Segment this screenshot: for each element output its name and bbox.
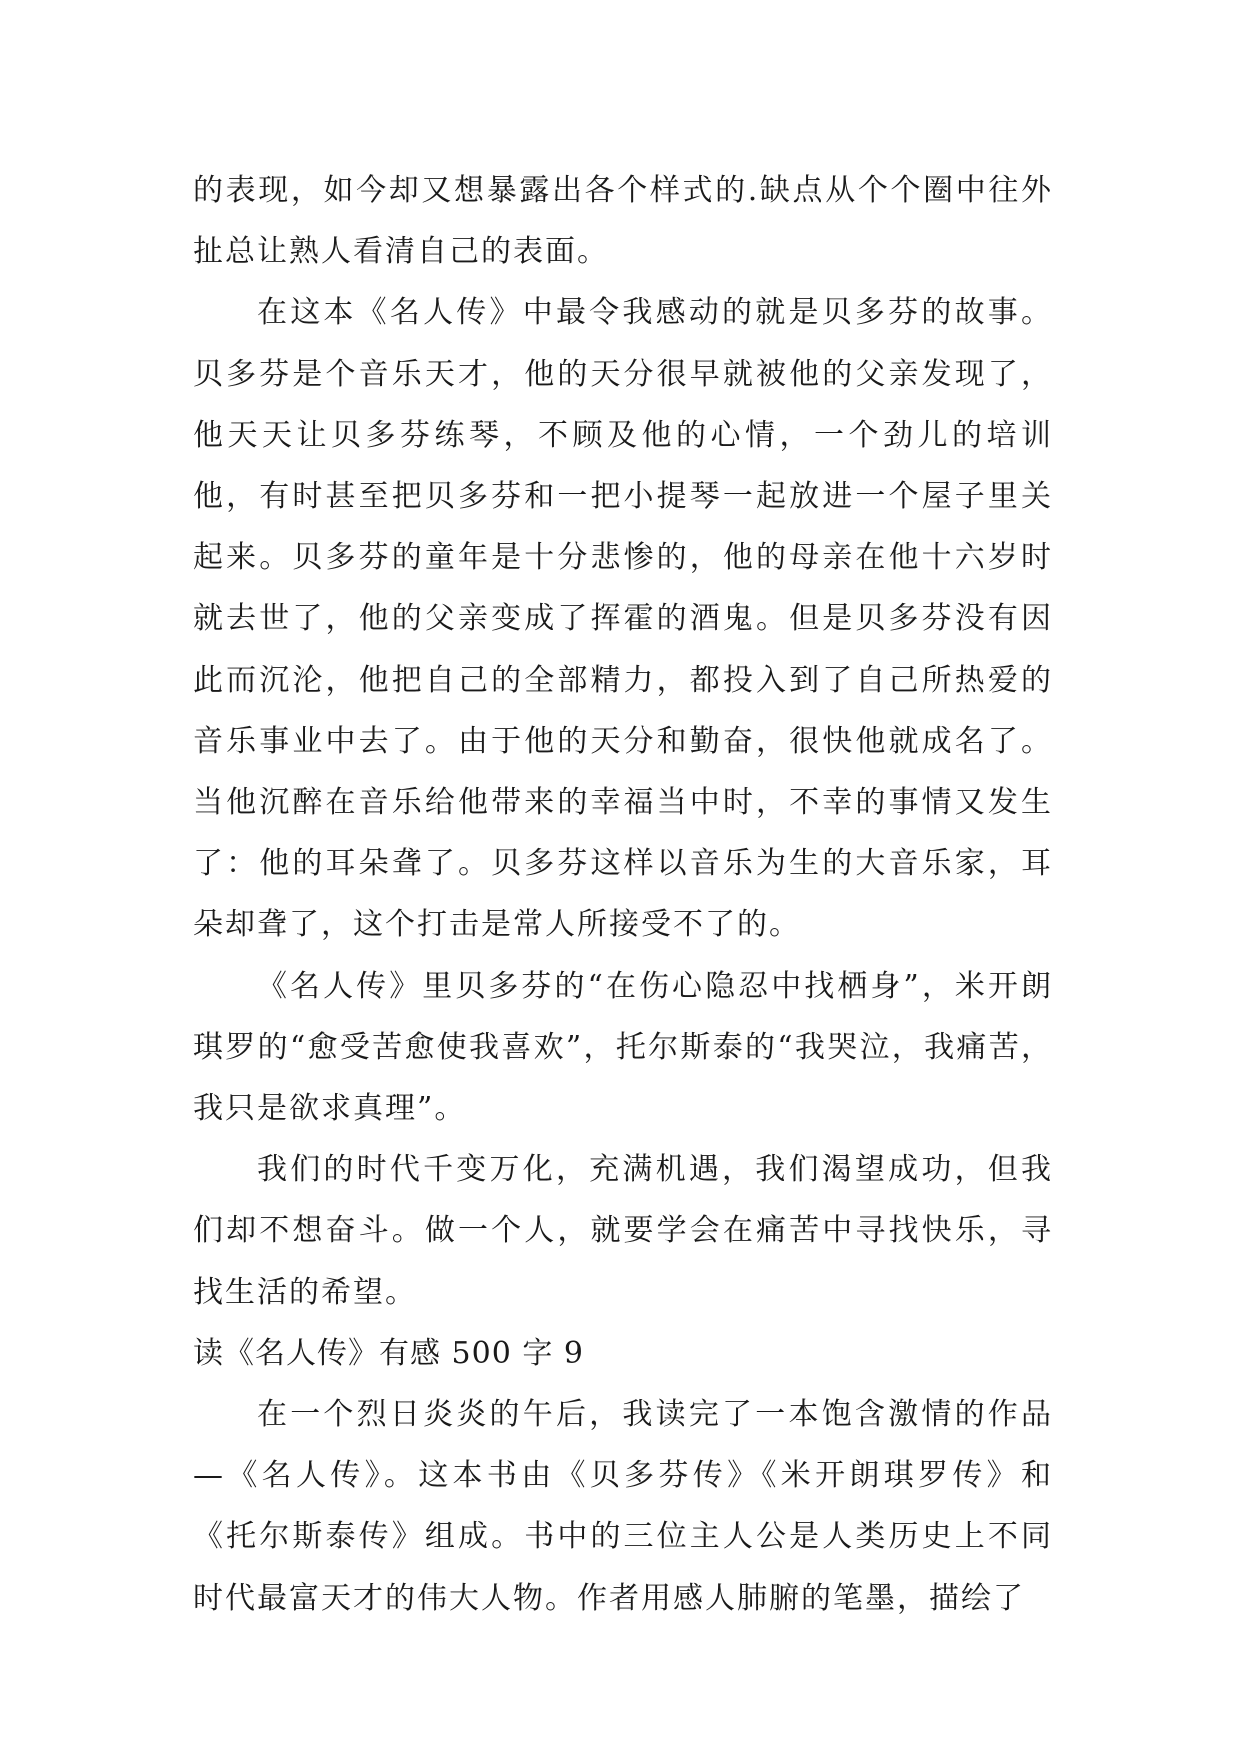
paragraph-quotes: 《名人传》里贝多芬的“在伤心隐忍中找栖身”，米开朗琪罗的“愈受苦愈使我喜欢”，托尔斯泰的“我哭泣，我痛苦，我只是欲求真理”。: [193, 968, 1053, 1127]
paragraph-our-era: 我们的时代千变万化，充满机遇，我们渴望成功，但我们却不想奋斗。做一个人，就要学会在痛苦中寻找快乐，寻找生活的希望。: [193, 1152, 1053, 1310]
paragraph-beethoven: 在这本《名人传》中最令我感动的就是贝多芬的故事。贝多芬是个音乐天才，他的天分很早就被他的父亲发现了，他天天让贝多芬练琴，不顾及他的心情，一个劲儿的培训他，有时甚至把贝多芬和一把小提琴一起放进一个屋子里关起来。贝多芬的童年是十分悲惨的，他的母亲在他十六岁时就去世了，他的父亲变成了挥霍的酒鬼。但是贝多芬没有因此而沉沦，他把自己的全部精力，都投入到了自己所热爱的音乐事业中去了。由于他的天分和勤奋，很快他就成名了。当他沉醉在音乐给他带来的幸福当中时，不幸的事情又发生了：他的耳朵聋了。贝多芬这样以音乐为生的大音乐家，耳朵却聋了，这个打击是常人所接受不了的。: [193, 295, 1053, 943]
document-body: [193, 160, 1053, 1629]
paragraph-continuation: 的表现，如今却又想暴露出各个样式的.缺点从个个圈中往外扯总让熟人看清自己的表面。: [193, 173, 1053, 270]
section-heading: 读《名人传》有感 500 字 9: [193, 1335, 584, 1371]
paragraph-intro: 在一个烈日炎炎的午后，我读完了一本饱含激情的作品—《名人传》。这本书由《贝多芬传》《米开朗琪罗传》和《托尔斯泰传》组成。书中的三位主人公是人类历史上不同时代最富天才的伟大人物。作者用感人肺腑的笔墨，描绘了: [193, 1397, 1053, 1616]
